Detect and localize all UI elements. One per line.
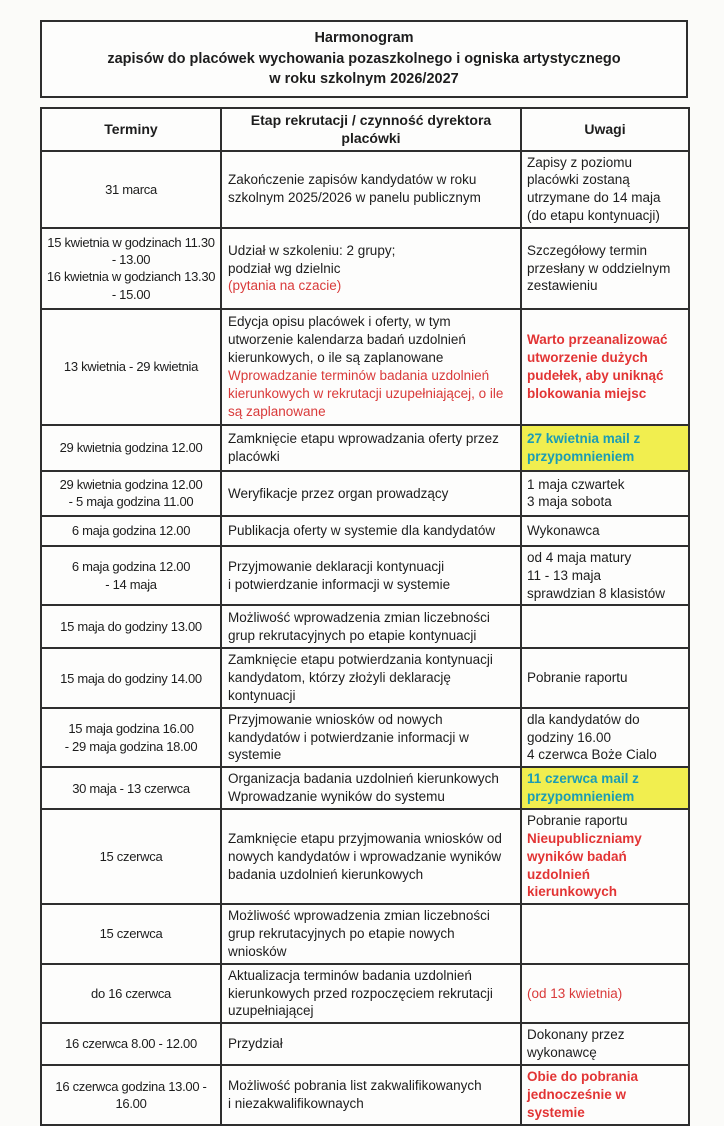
etap-cell	[221, 1065, 521, 1125]
cell-text: 3 maja sobota	[527, 494, 612, 510]
etap-cell	[221, 471, 521, 516]
cell-text: Weryfikacje przez organ prowadzący	[228, 485, 449, 501]
uwagi-cell	[521, 648, 689, 707]
termin-line: - 14 maja	[105, 576, 157, 592]
table-row	[41, 546, 689, 605]
etap-cell	[221, 516, 521, 546]
termin-cell	[41, 471, 221, 516]
uwagi-cell	[521, 1023, 689, 1065]
table-row	[41, 964, 689, 1023]
termin-line: 15 maja do godziny 14.00	[60, 670, 202, 686]
etap-cell	[221, 546, 521, 605]
uwagi-cell	[521, 809, 689, 904]
header-row	[41, 108, 689, 151]
table-row	[41, 1023, 689, 1065]
cell-text: sprawdzian 8 klasistów	[527, 585, 666, 601]
cell-text: podział wg dzielnic	[228, 260, 341, 276]
table-row	[41, 648, 689, 707]
schedule-table	[40, 107, 690, 1126]
table-row	[41, 516, 689, 546]
termin-line: 15 kwietnia w godzinach 11.30	[47, 235, 215, 251]
etap-cell	[221, 648, 521, 707]
cell-text: 11 czerwca mail z przypomnieniem	[527, 771, 639, 805]
title-line-3: w roku szkolnym 2026/2027	[269, 71, 459, 88]
termin-line: 16 czerwca godzina 13.00 -	[55, 1078, 207, 1094]
uwagi-cell	[521, 309, 689, 425]
termin-cell	[41, 546, 221, 605]
uwagi-cell	[521, 708, 689, 767]
cell-text: Publikacja oferty w systemie dla kandydatów	[228, 523, 496, 539]
cell-text: i niezakwalifikownaych	[228, 1095, 364, 1111]
termin-line: 16 czerwca 8.00 - 12.00	[65, 1036, 197, 1052]
cell-text: Możliwość pobrania list zakwalifikowanych	[228, 1077, 482, 1093]
uwagi-cell	[521, 767, 689, 809]
uwagi-cell	[521, 151, 689, 228]
termin-line: 15 maja do godziny 13.00	[60, 619, 202, 635]
etap-cell	[221, 1023, 521, 1065]
termin-line: 30 maja - 13 czerwca	[72, 780, 190, 796]
etap-cell	[221, 605, 521, 648]
termin-cell	[41, 425, 221, 471]
table-row	[41, 471, 689, 516]
cell-text: dla kandydatów do godziny 16.00	[527, 711, 640, 745]
termin-line: 6 maja godzina 12.00	[71, 523, 191, 539]
title-line-2: zapisów do placówek wychowania pozaszkolnego i ogniska artystycznego	[107, 50, 621, 67]
cell-text: Zamknięcie etapu wprowadzania oferty przez placówki	[228, 431, 499, 464]
cell-text: Nieupubliczniamy wyników badań uzdolnień kierunkowych	[527, 831, 642, 900]
cell-text: Zamknięcie etapu przyjmowania wniosków od nowych kandydatów i wprowadzanie wyników badania uzdolnień kierunkowych	[228, 831, 502, 882]
termin-line: 15 maja godzina 16.00	[68, 721, 194, 737]
uwagi-cell	[521, 425, 689, 471]
termin-cell	[41, 605, 221, 648]
cell-text: Wprowadzanie terminów badania uzdolnień kierunkowych w rekrutacji uzupełniającej, o ile są zaplanowane	[228, 367, 504, 419]
uwagi-cell	[521, 964, 689, 1023]
schedule-body	[41, 151, 689, 1125]
table-row	[41, 904, 689, 963]
termin-cell	[41, 309, 221, 425]
table-row	[41, 151, 689, 228]
etap-cell	[221, 904, 521, 963]
cell-text: Wykonawca	[527, 523, 600, 539]
etap-cell	[221, 964, 521, 1023]
cell-text: (od 13 kwietnia)	[527, 985, 623, 1001]
termin-cell	[41, 708, 221, 767]
header-etap: Etap rekrutacji / czynność dyrektora placówki	[221, 108, 521, 151]
etap-cell	[221, 708, 521, 767]
termin-cell	[41, 1065, 221, 1125]
termin-cell	[41, 767, 221, 809]
cell-text: Zakończenie zapisów kandydatów w roku szkolnym 2025/2026 w panelu publicznym	[228, 172, 481, 206]
cell-text: Edycja opisu placówek i oferty, w tym utworzenie kalendarza badań uzdolnień kierunkowych, o ile są zaplanowane	[228, 314, 466, 366]
cell-text: Udział w szkoleniu: 2 grupy;	[228, 242, 396, 258]
cell-text: 11 - 13 maja	[527, 567, 602, 583]
etap-cell	[221, 767, 521, 809]
table-row	[41, 425, 689, 471]
termin-line: 6 maja godzina 12.00	[71, 559, 191, 575]
cell-text: Pobranie raportu	[527, 813, 628, 829]
cell-text: Możliwość wprowadzenia zmian liczebności grup rekrutacyjnych po etapie kontynuacji	[228, 610, 490, 643]
schedule-header	[41, 108, 689, 151]
cell-text: Przydział	[228, 1036, 283, 1052]
cell-text: 27 kwietnia mail z przypomnieniem	[527, 431, 641, 464]
termin-cell	[41, 516, 221, 546]
termin-line: - 13.00	[111, 252, 151, 268]
termin-cell	[41, 228, 221, 309]
cell-text: 4 czerwca Boże Cialo	[527, 747, 657, 763]
termin-line: 15 czerwca	[99, 849, 163, 865]
cell-text: i potwierdzanie informacji w systemie	[228, 576, 451, 592]
cell-text: Wprowadzanie wyników do systemu	[228, 789, 445, 805]
termin-line: 15 czerwca	[99, 926, 163, 942]
cell-text: Aktualizacja terminów badania uzdolnień kierunkowych przed rozpoczęciem rekrutacji uzupełniającej	[228, 967, 493, 1019]
cell-text: Przyjmowanie deklaracji kontynuacji	[228, 558, 445, 574]
cell-text: od 4 maja matury	[527, 549, 632, 565]
cell-text: Pobranie raportu	[527, 670, 628, 686]
etap-cell	[221, 228, 521, 309]
document-title	[40, 20, 688, 98]
termin-line: do 16 czerwca	[91, 985, 171, 1001]
cell-text: Szczegółowy termin przesłany w oddzielnym zestawieniu	[527, 242, 671, 294]
cell-text: Warto przeanalizować utworzenie dużych pudełek, aby uniknąć blokowania miejsc	[527, 332, 668, 401]
termin-cell	[41, 809, 221, 904]
header-uwagi: Uwagi	[521, 108, 689, 151]
termin-line: 13 kwietnia - 29 kwietnia	[63, 359, 199, 375]
title-line-1: Harmonogram	[314, 30, 414, 46]
table-row	[41, 1065, 689, 1125]
etap-cell	[221, 425, 521, 471]
uwagi-cell	[521, 228, 689, 309]
termin-line: 29 kwietnia godzina 12.00	[59, 440, 203, 456]
cell-text: Przyjmowanie wniosków od nowych kandydatów i potwierdzanie informacji w systemie	[228, 711, 469, 763]
termin-cell	[41, 648, 221, 707]
termin-line: 29 kwietnia godzina 12.00	[59, 477, 203, 493]
cell-text: Zamknięcie etapu potwierdzania kontynuacji kandydatom, którzy złożyli deklarację kontynuacji	[228, 652, 493, 703]
table-row	[41, 228, 689, 309]
cell-text: Zapisy z poziomu placówki zostaną utrzymane do 14 maja (do etapu kontynuacji)	[527, 154, 661, 224]
termin-cell	[41, 904, 221, 963]
table-row	[41, 767, 689, 809]
header-terminy: Terminy	[41, 108, 221, 151]
cell-text: Obie do pobrania jednocześnie w systemie	[527, 1069, 639, 1120]
termin-line: - 29 maja godzina 18.00	[64, 738, 198, 754]
table-row	[41, 809, 689, 904]
cell-text: (pytania na czacie)	[228, 278, 342, 294]
uwagi-cell	[521, 605, 689, 648]
etap-cell	[221, 809, 521, 904]
uwagi-cell	[521, 471, 689, 516]
termin-cell	[41, 964, 221, 1023]
cell-text: Możliwość wprowadzenia zmian liczebności grup rekrutacyjnych po etapie nowych wniosków	[228, 908, 490, 959]
cell-text: Dokonany przez wykonawcę	[527, 1027, 625, 1060]
uwagi-cell	[521, 904, 689, 963]
table-row	[41, 605, 689, 648]
uwagi-cell	[521, 516, 689, 546]
etap-cell	[221, 309, 521, 425]
termin-line: - 5 maja godzina 11.00	[68, 494, 194, 510]
etap-cell	[221, 151, 521, 228]
termin-line: - 15.00	[111, 286, 151, 302]
termin-line: 31 marca	[105, 181, 157, 197]
termin-line: 16 kwietnia w godzianch 13.30	[46, 269, 216, 285]
termin-cell	[41, 1023, 221, 1065]
uwagi-cell	[521, 546, 689, 605]
cell-text: 1 maja czwartek	[527, 476, 625, 492]
table-row	[41, 309, 689, 425]
termin-cell	[41, 151, 221, 228]
table-row	[41, 708, 689, 767]
uwagi-cell	[521, 1065, 689, 1125]
termin-line: 16.00	[115, 1095, 147, 1111]
cell-text: Organizacja badania uzdolnień kierunkowych	[228, 771, 499, 787]
